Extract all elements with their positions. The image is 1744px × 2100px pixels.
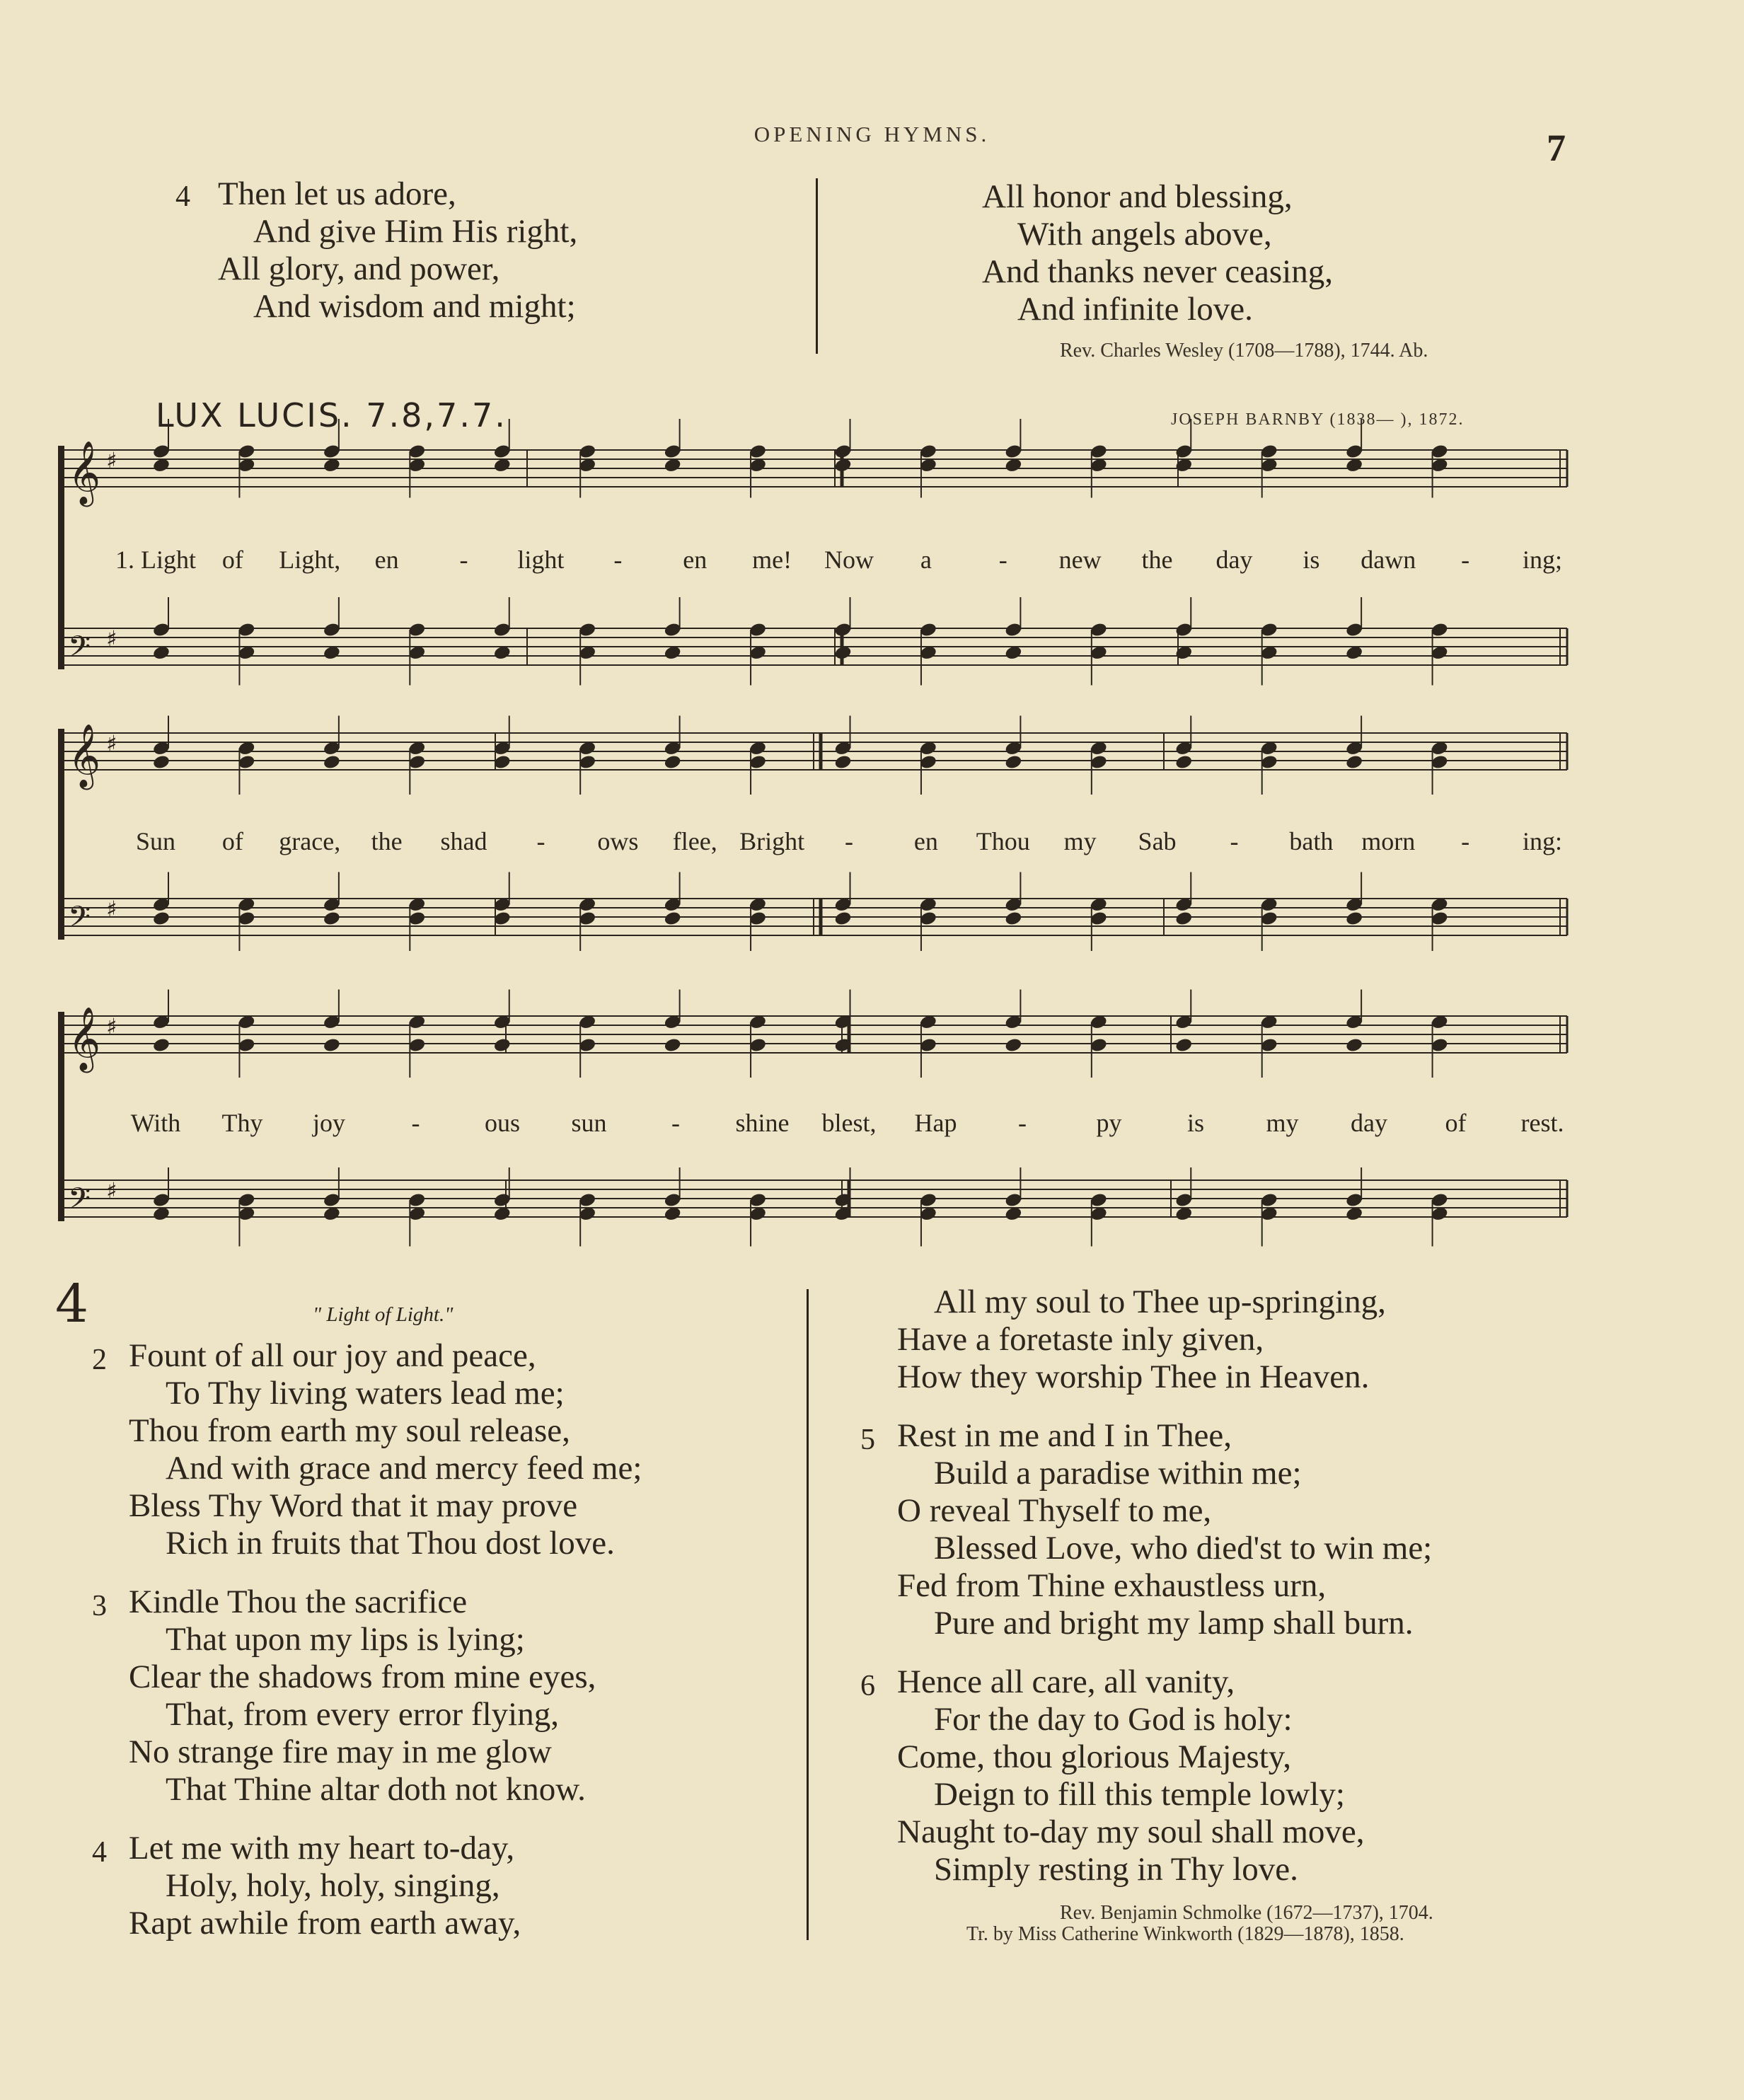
hymn-attribution-author: Rev. Benjamin Schmolke (1672—1737), 1704. (1060, 1902, 1433, 1924)
lyric-syllable: Thy (221, 1109, 263, 1137)
lyric-syllable: Thou (976, 827, 1030, 855)
lyric-syllable: - (845, 827, 853, 855)
stanza (860, 1663, 1432, 1888)
lyric-syllable: - (1230, 827, 1239, 855)
lyric-syllable: morn (1361, 827, 1416, 855)
hymn-left-column (92, 1337, 642, 1942)
hymn-line: All my soul to Thee up-springing, (934, 1283, 1386, 1320)
lyric-syllable: the (371, 827, 403, 855)
treble-clef-icon: 𝄞 (68, 724, 101, 788)
lyric-syllable: - (998, 546, 1007, 574)
lyric-syllable: ing: (1522, 827, 1563, 855)
stanza (860, 1417, 1433, 1642)
verse-number: 6 (860, 1670, 875, 1702)
lyric-syllable: - (1461, 546, 1470, 574)
hymn-line: To Thy living waters lead me; (166, 1375, 565, 1412)
hymn-line: Simply resting in Thy love. (934, 1851, 1298, 1888)
lyric-syllable: Now (824, 546, 874, 574)
lyric-syllable: ing; (1522, 546, 1563, 574)
note-head (1345, 911, 1363, 927)
lyric-syllable: day (1351, 1109, 1387, 1137)
lyric-syllable: en (374, 546, 399, 574)
hymn-right-column (860, 1283, 1433, 1888)
lyric-syllable: sun (571, 1109, 607, 1137)
note-head (833, 911, 852, 927)
column-divider (807, 1289, 809, 1940)
stanza (92, 1583, 642, 1808)
note-head (664, 1037, 682, 1054)
hymn-line: Clear the shadows from mine eyes, (129, 1658, 596, 1695)
lyric-syllable: of (221, 827, 243, 855)
hymn-line: O reveal Thyself to me, (897, 1492, 1212, 1529)
lyric-syllable: is (1303, 546, 1320, 574)
hymn-line: No strange fire may in me glow (129, 1733, 552, 1770)
verse-number: 3 (92, 1590, 107, 1622)
note-head (152, 1037, 171, 1054)
hymn-line: Naught to-day my soul shall move, (897, 1813, 1365, 1850)
hymn-line: Rich in fruits that Thou dost love. (166, 1525, 615, 1562)
note-head (1345, 1037, 1363, 1054)
hymn-line: Pure and bright my lamp shall burn. (934, 1605, 1414, 1642)
hymn-line: Rest in me and I in Thee, (897, 1417, 1232, 1454)
hymn-line: That, from every error flying, (166, 1696, 559, 1733)
hymn-line: How they worship Thee in Heaven. (897, 1358, 1370, 1395)
lyric-syllable: of (221, 546, 243, 574)
lyric-syllable: joy (312, 1109, 346, 1137)
note-head (1174, 1037, 1193, 1054)
note-head (1004, 1037, 1022, 1054)
system-brace (58, 446, 64, 669)
prev-line: With angels above, (1017, 216, 1272, 253)
note-head (1174, 911, 1193, 927)
verse-number: 4 (92, 1836, 107, 1869)
prev-line: And give Him His right, (253, 213, 578, 250)
bass-clef-icon: 𝄢 (68, 900, 91, 941)
note-head (664, 754, 682, 771)
lyric-syllable: - (613, 546, 623, 574)
note-head (1004, 754, 1022, 771)
hymn-line: That upon my lips is lying; (166, 1621, 525, 1658)
lyric-syllable: rest. (1520, 1109, 1564, 1137)
lyric-syllable: - (671, 1109, 680, 1137)
note-head (152, 754, 171, 771)
lyric-syllable: light (517, 546, 565, 574)
hymn-line: Deign to fill this temple lowly; (934, 1776, 1345, 1813)
sharp-icon: ♯ (106, 1177, 117, 1204)
hymn-line: And with grace and mercy feed me; (166, 1450, 642, 1487)
lyric-syllable: - (411, 1109, 420, 1137)
note-head (152, 911, 171, 927)
lyric-syllable: my (1266, 1109, 1299, 1137)
lyric-syllable: - (1461, 827, 1470, 855)
note-head (323, 1037, 341, 1054)
page-number: 7 (1547, 127, 1566, 169)
note-head (323, 911, 341, 927)
hymn-figure-number: 4 (55, 1274, 89, 1334)
stanza (897, 1283, 1432, 1396)
bass-clef-icon: 𝄢 (68, 1182, 91, 1223)
lyric-syllable: ows (597, 827, 639, 855)
lyric-syllable: day (1215, 546, 1253, 574)
lyric-syllable: shine (735, 1109, 790, 1137)
note-head (1004, 911, 1022, 927)
hymn-line: Hence all care, all vanity, (897, 1663, 1235, 1700)
stanza (92, 1830, 642, 1942)
hymn-line: That Thine altar doth not know. (166, 1771, 586, 1808)
hymn-line: Thou from earth my soul release, (129, 1412, 570, 1449)
stanza (92, 1337, 642, 1562)
lyric-syllable: bath (1289, 827, 1334, 855)
running-header: OPENING HYMNS. (753, 122, 991, 146)
lyric-syllable: - (459, 546, 468, 574)
sharp-icon: ♯ (106, 447, 117, 474)
lyric-syllable: ous (484, 1109, 521, 1137)
hymn-line: Build a paradise within me; (934, 1455, 1302, 1492)
note-head (1174, 754, 1193, 771)
hymn-line: Bless Thy Word that it may prove (129, 1487, 578, 1524)
hymn-line: Let me with my heart to-day, (129, 1830, 515, 1867)
hymn-subtitle: " Light of Light." (313, 1303, 454, 1326)
lyric-syllable: en (683, 546, 708, 574)
lyric-syllable: Light, (279, 546, 341, 574)
lyric-syllable: Bright (739, 827, 805, 855)
note-head (323, 754, 341, 771)
lyric-syllable: is (1186, 1109, 1205, 1137)
treble-clef-icon: 𝄞 (68, 441, 101, 504)
lyric-syllable: py (1096, 1109, 1122, 1137)
hymn-line: Have a foretaste inly given, (897, 1321, 1264, 1358)
lyric-syllable: my (1063, 827, 1097, 855)
lyric-syllable: With (130, 1109, 181, 1137)
note-head (493, 1037, 512, 1054)
prev-line: And wisdom and might; (253, 288, 576, 325)
hymn-line: For the day to God is holy: (934, 1701, 1293, 1738)
hymn-line: Fount of all our joy and peace, (129, 1337, 536, 1374)
hymn-line: Kindle Thou the sacrifice (129, 1583, 468, 1620)
note-head (833, 754, 852, 771)
hymn-line: Blessed Love, who died'st to win me; (934, 1530, 1433, 1567)
lyric-syllable: blest, (821, 1109, 877, 1137)
hymn-line: Rapt awhile from earth away, (129, 1905, 521, 1942)
lyric-syllable: Hap (914, 1109, 957, 1137)
lyric-syllable: - (1018, 1109, 1027, 1137)
prev-hymn-attribution: Rev. Charles Wesley (1708—1788), 1744. Ab. (1060, 340, 1428, 362)
prev-line: And infinite love. (1017, 291, 1253, 328)
verse-number: 2 (92, 1344, 107, 1376)
lyric-syllable: Sab (1138, 827, 1177, 855)
lyric-syllable: new (1058, 546, 1102, 574)
note-head (1345, 754, 1363, 771)
tune-name: LUX LUCIS. 7.8,7.7. (156, 396, 507, 434)
prev-line: And thanks never ceasing, (982, 253, 1333, 290)
lyric-syllable: of (1445, 1109, 1467, 1137)
verse-number: 5 (860, 1424, 875, 1456)
lyric-syllable: the (1141, 546, 1173, 574)
sharp-icon: ♯ (106, 1013, 117, 1040)
lyric-syllable: a (920, 546, 932, 574)
note-head (664, 911, 682, 927)
lyric-syllable: 1. Light (115, 546, 196, 574)
prev-line: Then let us adore, (218, 175, 456, 212)
lyric-syllable: me! (752, 546, 792, 574)
sharp-icon: ♯ (106, 625, 117, 652)
hymn-line: Come, thou glorious Majesty, (897, 1738, 1292, 1775)
sharp-icon: ♯ (106, 730, 117, 757)
lyric-syllable: grace, (279, 827, 341, 855)
composer-credit: JOSEPH BARNBY (1838— ), 1872. (1171, 410, 1465, 429)
hymn-line: Fed from Thine exhaustless urn, (897, 1567, 1327, 1604)
sharp-icon: ♯ (106, 896, 117, 923)
lyric-syllable: en (913, 827, 938, 855)
lyric-syllable: dawn (1361, 546, 1416, 574)
treble-clef-icon: 𝄞 (68, 1007, 101, 1071)
lyric-syllable: flee, (672, 827, 717, 855)
prev-verse-number: 4 (175, 180, 190, 213)
prev-line: All honor and blessing, (982, 178, 1293, 215)
lyric-syllable: shad (440, 827, 487, 855)
hymn-attribution-translator: Tr. by Miss Catherine Winkworth (1829—1878), 1858. (966, 1923, 1404, 1945)
prev-line: All glory, and power, (218, 250, 500, 287)
lyric-syllable: Sun (135, 827, 176, 855)
bass-clef-icon: 𝄢 (68, 630, 91, 671)
hymn-line: Holy, holy, holy, singing, (166, 1867, 500, 1904)
lyric-syllable: - (536, 827, 545, 855)
